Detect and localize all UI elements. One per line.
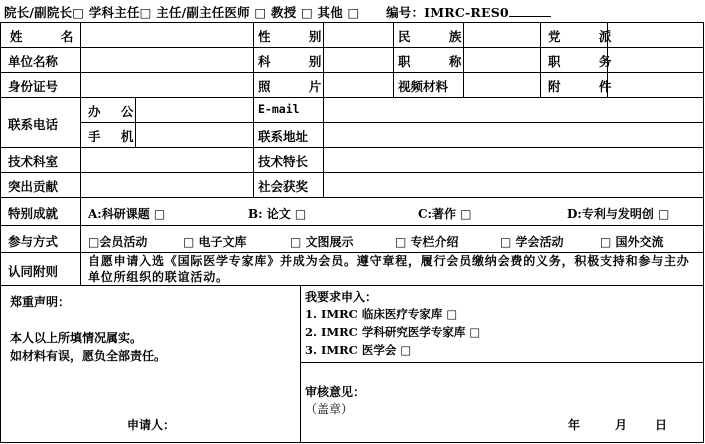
special-book-checkbox[interactable]: C:著作 □ bbox=[418, 207, 472, 221]
special-paper-checkbox[interactable]: B: 论文 □ bbox=[248, 207, 307, 221]
special-research-checkbox[interactable]: A:科研课题 □ bbox=[88, 207, 166, 221]
label-ethnicity: 民 族 bbox=[398, 29, 479, 44]
label-award: 社会获奖 bbox=[258, 179, 309, 194]
row-line bbox=[0, 225, 704, 226]
participation-graphic-display[interactable]: □ 文图展示 bbox=[290, 235, 354, 249]
col-line bbox=[540, 22, 541, 97]
review-year: 年 bbox=[568, 418, 581, 432]
declaration-line2: 如材料有误，愿负全部责任。 bbox=[10, 349, 167, 363]
label-name: 姓 名 bbox=[10, 29, 91, 44]
label-contribution: 突出贡献 bbox=[8, 179, 59, 194]
review-seal: （盖章） bbox=[305, 402, 354, 416]
declaration-line1: 本人以上所填情况属实。 bbox=[10, 331, 143, 345]
label-unit: 单位名称 bbox=[8, 54, 59, 69]
col-line bbox=[253, 22, 254, 197]
review-heading: 审核意见： bbox=[305, 385, 366, 399]
border-top bbox=[0, 22, 704, 23]
border-left bbox=[0, 22, 1, 443]
border-bottom bbox=[0, 442, 704, 443]
row-line bbox=[0, 285, 704, 286]
applicant-label: 申请人： bbox=[127, 418, 176, 432]
application-form bbox=[0, 22, 704, 443]
row-line bbox=[0, 72, 704, 73]
col-line bbox=[300, 285, 301, 442]
label-attachment: 附 件 bbox=[548, 79, 629, 94]
label-mobile: 手 机 bbox=[88, 129, 142, 144]
header-option-chief-physician[interactable]: 主任/副主任医师 □ bbox=[156, 5, 267, 20]
special-patent-checkbox[interactable]: D:专利与发明创 □ bbox=[567, 207, 670, 221]
label-participation: 参与方式 bbox=[8, 234, 59, 249]
label-photo: 照 片 bbox=[258, 79, 339, 94]
label-contact: 联系电话 bbox=[8, 117, 59, 132]
apply-society-checkbox[interactable]: 3. IMRC 医学会 □ bbox=[305, 343, 412, 357]
row-line bbox=[0, 97, 704, 98]
participation-foreign-exchange[interactable]: □ 国外交流 bbox=[600, 235, 664, 249]
row-line bbox=[300, 362, 704, 363]
label-department: 科 别 bbox=[258, 54, 339, 69]
label-title: 职 称 bbox=[398, 54, 479, 69]
header-option-other[interactable]: 其他 □ bbox=[317, 5, 360, 20]
col-line bbox=[80, 22, 81, 285]
header-option-professor[interactable]: 教授 □ bbox=[271, 5, 313, 20]
header-option-dean[interactable]: 院长/副院长□ bbox=[4, 5, 85, 20]
label-position: 职 务 bbox=[548, 54, 629, 69]
declaration-heading: 郑重声明： bbox=[10, 295, 71, 309]
label-tech-dept: 技术科室 bbox=[8, 154, 59, 169]
col-line bbox=[393, 22, 394, 97]
label-party: 党 派 bbox=[548, 29, 629, 44]
form-header bbox=[4, 3, 551, 21]
label-gender: 性 别 bbox=[258, 29, 339, 44]
apply-research-checkbox[interactable]: 2. IMRC 学科研究医学专家库 □ bbox=[305, 325, 481, 339]
participation-column-intro[interactable]: □ 专栏介绍 bbox=[395, 235, 459, 249]
label-video: 视频材料 bbox=[398, 79, 449, 94]
label-office: 办 公 bbox=[88, 104, 142, 119]
participation-e-library[interactable]: □ 电子文库 bbox=[183, 235, 247, 249]
col-line bbox=[323, 22, 324, 197]
label-id: 身份证号 bbox=[8, 79, 59, 94]
row-line bbox=[0, 47, 704, 48]
label-address: 联系地址 bbox=[258, 129, 309, 144]
label-recognition: 认同附则 bbox=[8, 264, 59, 279]
border-right bbox=[703, 22, 704, 443]
apply-clinical-checkbox[interactable]: 1. IMRC 临床医疗专家库 □ bbox=[305, 307, 458, 321]
label-special: 特别成就 bbox=[8, 206, 59, 221]
label-email: E-mail bbox=[258, 102, 300, 116]
row-line bbox=[80, 122, 704, 123]
apply-heading: 我要求申入： bbox=[305, 290, 378, 304]
row-line bbox=[0, 197, 704, 198]
participation-society-activity[interactable]: □ 学会活动 bbox=[500, 235, 564, 249]
review-month: 月 bbox=[615, 418, 628, 432]
participation-member-activity[interactable]: □会员活动 bbox=[88, 235, 148, 249]
recognition-text: 自愿申请入选《国际医学专家库》并成为会员。遵守章程，履行会员缴纳会费的义务，积极支持和参与主办单位所组织的联谊活动。 bbox=[88, 254, 690, 284]
form-code: 编号：IMRC-RES0 bbox=[386, 5, 509, 20]
label-tech-specialty: 技术特长 bbox=[258, 154, 309, 169]
row-line bbox=[0, 172, 704, 173]
row-line bbox=[0, 147, 704, 148]
header-option-director[interactable]: 学科主任□ bbox=[88, 5, 152, 20]
form-code-blank[interactable] bbox=[509, 6, 551, 17]
review-day: 日 bbox=[655, 418, 668, 432]
